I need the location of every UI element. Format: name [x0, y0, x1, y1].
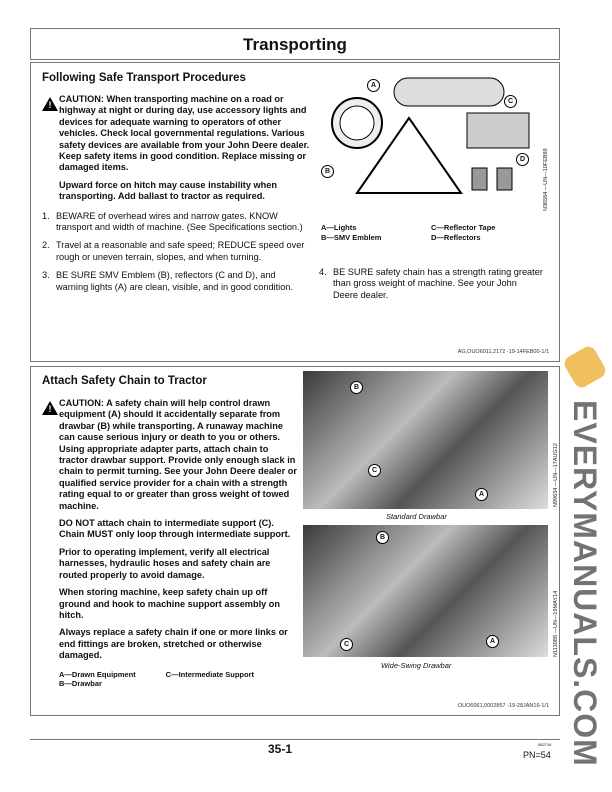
figure-caption: Standard Drawbar — [386, 512, 447, 521]
figure-id: N99634 —UN—17AUG12 — [553, 443, 559, 507]
standard-drawbar-photo — [303, 371, 548, 509]
warning-icon: ! — [42, 401, 58, 415]
step: 4. BE SURE safety chain has a strength rating greater than gross weight of machine. See your John Deere dealer. — [319, 267, 543, 300]
reference-code: OUO6061,0002857 -19-28JAN16-1/1 — [457, 703, 549, 709]
lights-emblem-illustration — [319, 73, 534, 213]
footer-divider — [30, 739, 560, 740]
left-column — [59, 398, 297, 689]
step-list — [319, 267, 544, 308]
callout: A — [486, 635, 499, 648]
figure-caption: Wide-Swing Drawbar — [381, 661, 452, 670]
callout: C — [368, 464, 381, 477]
section-heading: Following Safe Transport Procedures — [42, 72, 246, 84]
page-title: Transporting — [30, 28, 560, 60]
legend — [59, 670, 297, 689]
legend-left: A—Drawn Equipment B—Drawbar — [59, 669, 136, 689]
section-safety-chain — [30, 366, 560, 716]
wide-swing-drawbar-photo — [303, 525, 548, 657]
section-heading: Attach Safety Chain to Tractor — [42, 375, 207, 387]
left-column — [42, 94, 310, 300]
footer-code: 082716 — [538, 742, 552, 747]
callout: A — [475, 488, 488, 501]
pn-number: PN=54 — [523, 750, 551, 760]
step: 3. BE SURE SMV Emblem (B), reflectors (C and D), and warning lights (A) are clean, visible, and in good condition. — [42, 270, 293, 292]
section-safe-transport — [30, 62, 560, 362]
caution-text: CAUTION: A safety chain will help control drawn equipment (A) should it accidentally separate from drawbar (B) while transporting. A runaway machine can cause serious injury or death to you or others. Using appropriate adapter parts, attach chain to tractor drawbar support. Provide only enough slack in chain to permit turning. See your John Deere dealer or qualified service provider for a chain with a strength rating equal to or greater than gross weight of towed machine. DO NOT attach chain to intermediate support (C). Chain MUST only loop through intermediate support. Prior to operating implement, verify all electrical harnesses, hydraulic hoses and safety chain are routed properly to avoid damage. When storing machine, keep safety chain up off ground and hook to machine support assembly on hitch. Always replace a safety chain if one or more links or end fittings are broken, stretched or otherwise damaged. — [59, 398, 297, 661]
figure-id: N36584 —UN—10FEB89 — [543, 148, 549, 211]
legend-right: C—Intermediate Support — [165, 669, 255, 679]
step-list — [42, 211, 310, 293]
legend-right: C—Reflector Tape D—Reflectors — [431, 223, 496, 242]
callout: C — [340, 638, 353, 651]
legend-left: A—Lights B—SMV Emblem — [321, 223, 382, 242]
callout: C — [504, 95, 517, 108]
watermark: EVERYMANUALS.COM — [567, 400, 603, 767]
callout: D — [516, 153, 529, 166]
callout: B — [321, 165, 334, 178]
callout: B — [376, 531, 389, 544]
reference-code: AG,OUO6011,2172 -19-14FEB00-1/1 — [457, 349, 549, 355]
watermark-logo — [562, 344, 608, 390]
callout: A — [367, 79, 380, 92]
callout: B — [350, 381, 363, 394]
figure-id: N113088 —UN—19MAY14 — [553, 590, 559, 657]
caution-text: CAUTION: When transporting machine on a road or highway at night or during day, use accessory lights and devices for adequate warning to operators of other vehicles. Check local governmental regulations. Various safety devices are available from your John Deere dealer. Keep safety items in good condition. Replace missing or damaged items. Upward force on hitch may cause instability when transporting. Add ballast to tractor as required. — [59, 94, 310, 202]
step: 2. Travel at a reasonable and safe speed; REDUCE speed over rough or uneven terrain, slopes, and when turning. — [42, 240, 305, 262]
step: 1. BEWARE of overhead wires and narrow gates. KNOW transport and width of machine. (See Specifications section.) — [42, 210, 303, 233]
warning-icon: ! — [42, 97, 58, 111]
page-number: 35-1 — [268, 742, 293, 756]
